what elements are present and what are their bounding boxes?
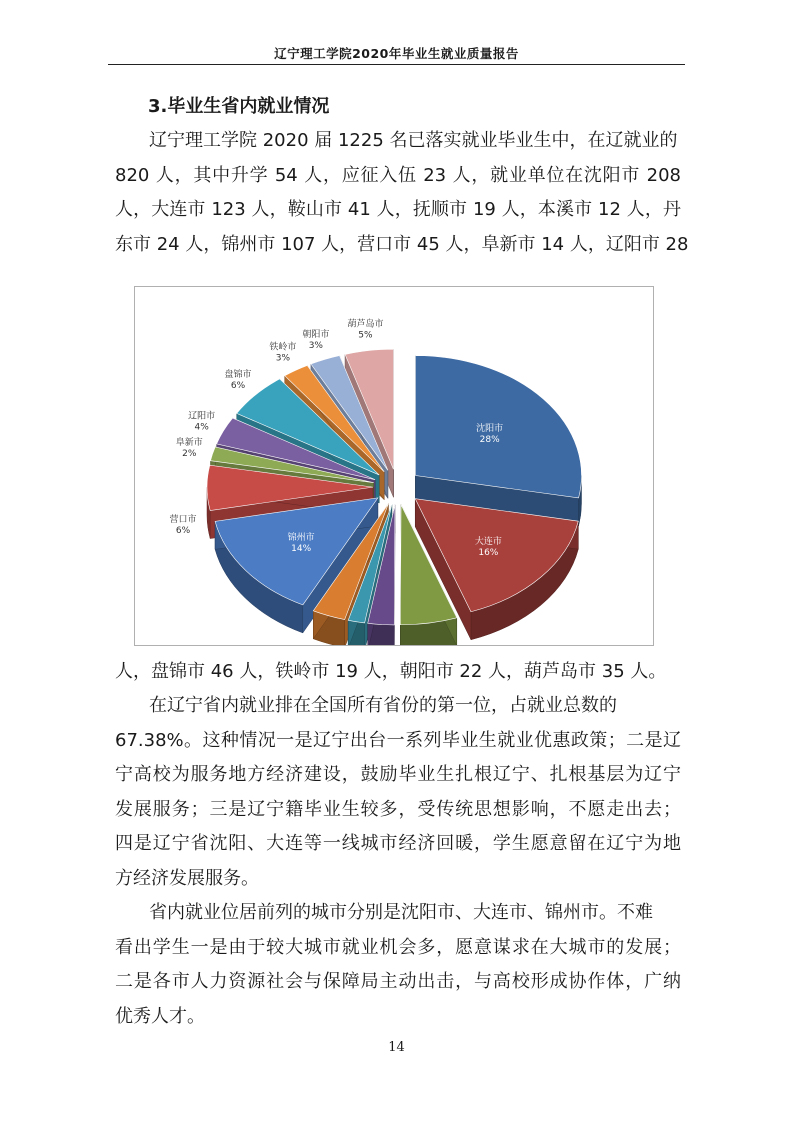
- pie-category-label: 朝阳市: [302, 329, 330, 340]
- pie-percent-label: 14%: [291, 543, 312, 554]
- paragraph-line: 人，盘锦市 46 人，铁岭市 19 人，朝阳市 22 人，葫芦岛市 35 人。: [115, 661, 667, 682]
- pie-category-label: 锦州市: [287, 532, 315, 543]
- pie-percent-label: 2%: [182, 448, 197, 459]
- pie-percent-label: 6%: [230, 381, 246, 392]
- pie-category-label: 辽阳市: [188, 411, 216, 422]
- pie-category-label: 葫芦岛市: [347, 319, 384, 330]
- paragraph-ranking-reasons: [115, 689, 681, 896]
- paragraph-line: 二是各市人力资源社会与保障局主动出击，与高校形成协作体，广纳: [115, 971, 681, 992]
- paragraph-line: 宁高校为服务地方经济建设，鼓励毕业生扎根辽宁、扎根基层为辽宁: [115, 764, 681, 785]
- pie-category-label: 盘锦市: [224, 370, 252, 381]
- paragraph-line: 辽宁理工学院 2020 届 1225 名已落实就业毕业生中，在辽就业的: [149, 130, 678, 151]
- paragraph-line: 方经济发展服务。: [115, 867, 259, 889]
- pie-category-label: 铁岭市: [269, 342, 297, 353]
- pie-category-label: 营口市: [169, 515, 197, 526]
- pie-percent-label: 5%: [358, 330, 373, 341]
- section-heading: 3.毕业生省内就业情况: [148, 96, 330, 117]
- paragraph-line: 820 人，其中升学 54 人，应征入伍 23 人，就业单位在沈阳市 208: [115, 164, 681, 186]
- pie-category-label: 沈阳市: [476, 424, 504, 435]
- paragraph-line: 在辽宁省内就业排在全国所有省份的第一位，占就业总数的: [149, 695, 617, 716]
- paragraph-line: 67.38%。这种情况一是辽宁出台一系列毕业生就业优惠政策；二是辽: [115, 729, 681, 751]
- paragraph-line: 看出学生一是由于较大城市就业机会多，愿意谋求在大城市的发展；: [115, 936, 681, 958]
- paragraph-top-cities: [115, 896, 681, 1034]
- paragraph-continuation: [115, 655, 681, 690]
- paragraph-line: 省内就业位居前列的城市分别是沈阳市、大连市、锦州市。不难: [149, 902, 653, 923]
- pie-percent-label: 6%: [175, 526, 191, 537]
- pie-percent-label: 4%: [194, 422, 209, 433]
- paragraph-line: 四是辽宁省沈阳、大连等一线城市经济回暖，学生愿意留在辽宁为地: [115, 833, 681, 854]
- paragraph-line: 东市 24 人，锦州市 107 人，营口市 45 人，阜新市 14 人，辽阳市 28: [115, 233, 689, 255]
- paragraph-line: 发展服务；三是辽宁籍毕业生较多，受传统思想影响，不愿走出去；: [115, 798, 681, 820]
- page-number: 14: [388, 1040, 405, 1055]
- header-rule: [108, 64, 685, 65]
- paragraph-employment-counts: [115, 124, 689, 262]
- pie-percent-label: 16%: [478, 547, 499, 558]
- city-distribution-pie-chart: [134, 286, 654, 646]
- pie-chart-svg: [135, 287, 653, 645]
- pie-percent-label: 28%: [479, 435, 500, 446]
- pie-category-label: 大连市: [474, 536, 502, 547]
- paragraph-line: 人，大连市 123 人，鞍山市 41 人，抚顺市 19 人，本溪市 12 人，丹: [115, 199, 681, 220]
- pie-percent-label: 3%: [308, 340, 323, 351]
- pie-percent-label: 3%: [275, 353, 291, 364]
- pie-category-label: 阜新市: [175, 437, 203, 448]
- running-header: 辽宁理工学院2020年毕业生就业质量报告: [274, 46, 519, 61]
- paragraph-line: 优秀人才。: [115, 1005, 205, 1027]
